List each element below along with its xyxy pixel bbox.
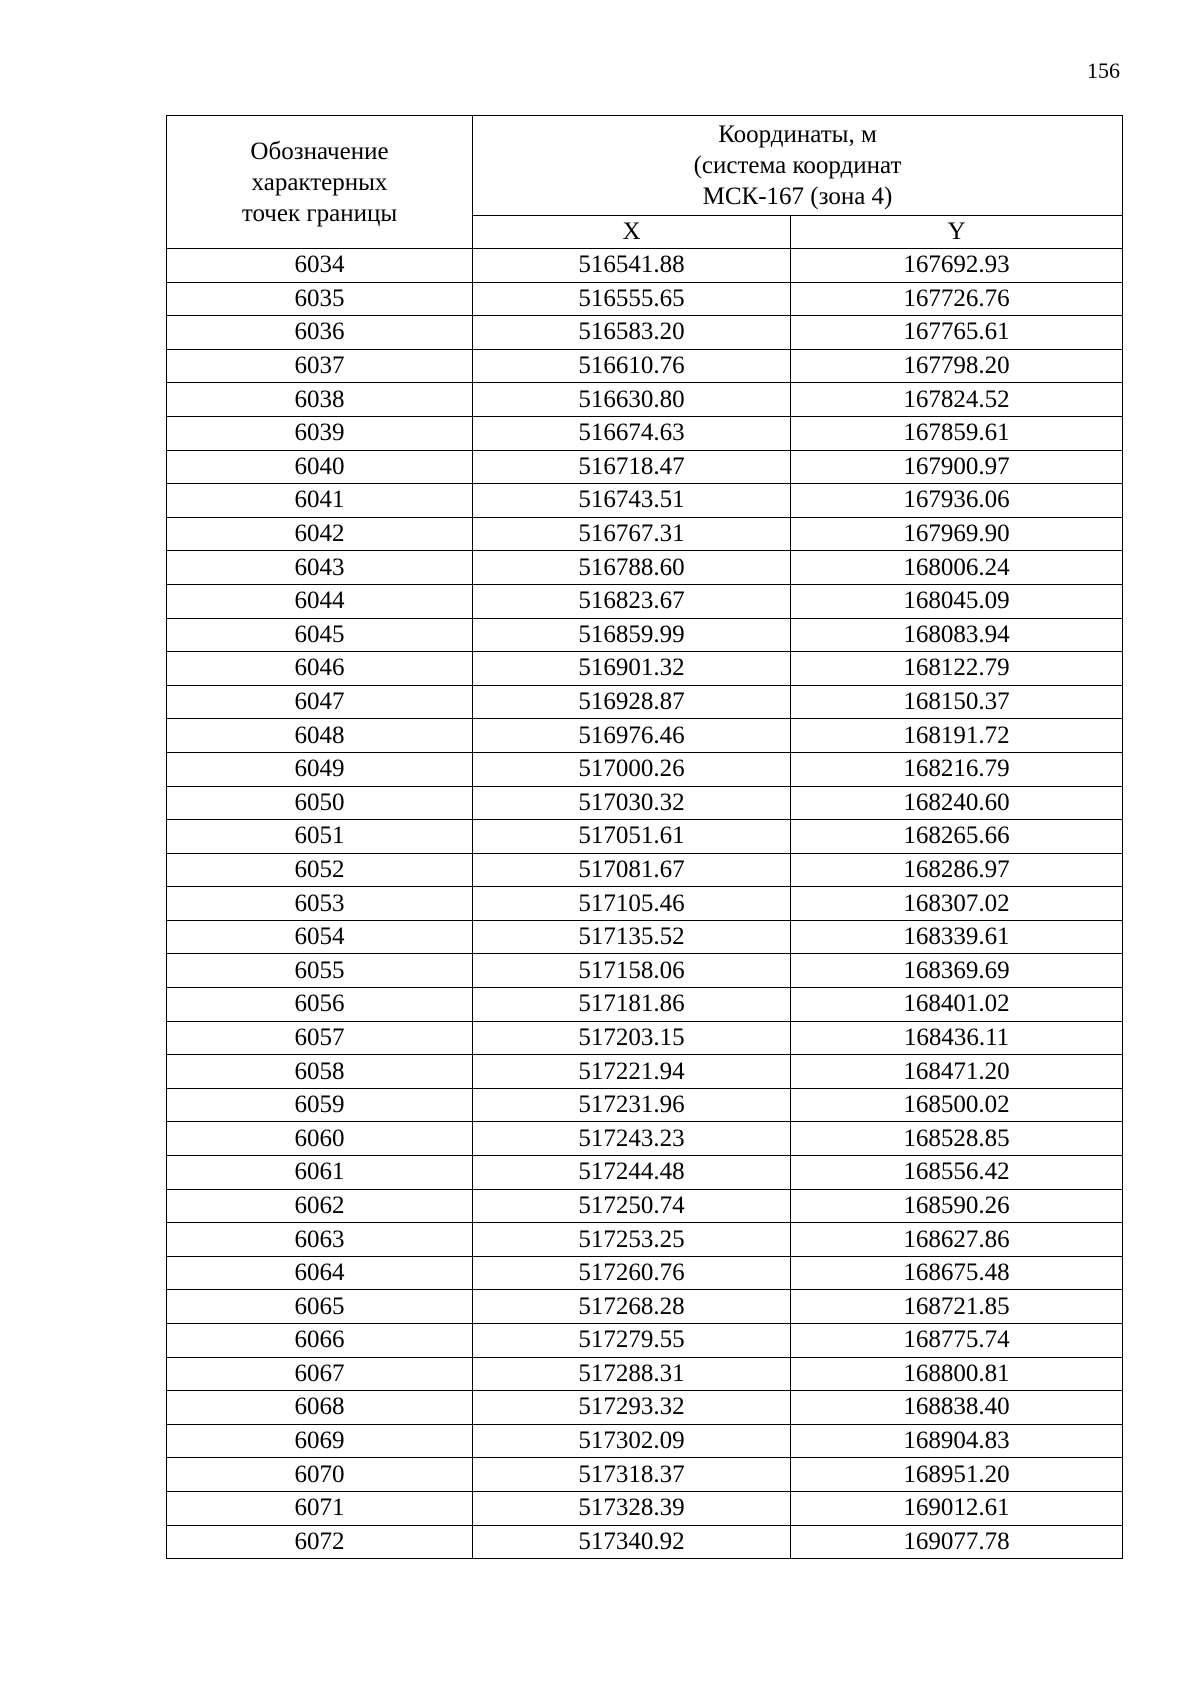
y-coordinate-cell: 167824.52 [791,383,1123,417]
y-coordinate-cell: 168240.60 [791,786,1123,820]
y-coordinate-cell: 168150.37 [791,685,1123,719]
x-coordinate-cell: 517268.28 [473,1290,791,1324]
point-id-cell: 6062 [167,1189,473,1223]
y-coordinate-cell: 168951.20 [791,1458,1123,1492]
point-id-cell: 6045 [167,618,473,652]
table-body [167,249,1123,1559]
table-row [167,652,1123,686]
x-coordinate-cell: 517181.86 [473,988,791,1022]
x-coordinate-cell: 516630.80 [473,383,791,417]
y-coordinate-cell: 168471.20 [791,1055,1123,1089]
point-id-cell: 6061 [167,1156,473,1190]
x-coordinate-cell: 517203.15 [473,1021,791,1055]
y-coordinate-cell: 168721.85 [791,1290,1123,1324]
point-label-line: точек границы [241,199,398,227]
x-coordinate-cell: 516901.32 [473,652,791,686]
table-row [167,820,1123,854]
x-coordinate-cell: 517051.61 [473,820,791,854]
y-coordinate-cell: 167969.90 [791,517,1123,551]
table-row [167,1122,1123,1156]
x-coordinate-cell: 517244.48 [473,1156,791,1190]
table-row [167,316,1123,350]
point-id-cell: 6036 [167,316,473,350]
point-id-cell: 6051 [167,820,473,854]
point-id-cell: 6039 [167,416,473,450]
coordinates-header [473,116,1123,216]
y-column-header: Y [791,215,1123,248]
table-row [167,1458,1123,1492]
x-coordinate-cell: 517340.92 [473,1525,791,1559]
table-row [167,988,1123,1022]
y-coordinate-cell: 168339.61 [791,920,1123,954]
point-id-cell: 6049 [167,752,473,786]
point-id-cell: 6040 [167,450,473,484]
x-coordinate-cell: 517288.31 [473,1357,791,1391]
x-coordinate-cell: 516928.87 [473,685,791,719]
point-id-cell: 6057 [167,1021,473,1055]
x-coordinate-cell: 517260.76 [473,1256,791,1290]
table-row [167,1156,1123,1190]
y-coordinate-cell: 167692.93 [791,249,1123,283]
x-coordinate-cell: 516743.51 [473,484,791,518]
table-row [167,1021,1123,1055]
y-coordinate-cell: 168500.02 [791,1088,1123,1122]
x-coordinate-cell: 517135.52 [473,920,791,954]
table-row [167,1491,1123,1525]
y-coordinate-cell: 167765.61 [791,316,1123,350]
x-coordinate-cell: 517293.32 [473,1391,791,1425]
point-label-header [167,116,473,249]
y-coordinate-cell: 168904.83 [791,1424,1123,1458]
y-coordinate-cell: 168775.74 [791,1324,1123,1358]
x-coordinate-cell: 516823.67 [473,584,791,618]
point-id-cell: 6059 [167,1088,473,1122]
point-id-cell: 6066 [167,1324,473,1358]
x-coordinate-cell: 517000.26 [473,752,791,786]
point-id-cell: 6042 [167,517,473,551]
point-id-cell: 6064 [167,1256,473,1290]
point-id-cell: 6043 [167,551,473,585]
x-coordinate-cell: 516555.65 [473,282,791,316]
x-coordinate-cell: 517243.23 [473,1122,791,1156]
point-id-cell: 6060 [167,1122,473,1156]
y-coordinate-cell: 167859.61 [791,416,1123,450]
point-id-cell: 6068 [167,1391,473,1425]
x-column-header: X [473,215,791,248]
point-id-cell: 6047 [167,685,473,719]
x-coordinate-cell: 517318.37 [473,1458,791,1492]
page-number: 156 [1087,58,1120,83]
y-coordinate-cell: 168838.40 [791,1391,1123,1425]
y-coordinate-cell: 167936.06 [791,484,1123,518]
table-row [167,1424,1123,1458]
y-coordinate-cell: 168436.11 [791,1021,1123,1055]
y-coordinate-cell: 168122.79 [791,652,1123,686]
y-coordinate-cell: 168265.66 [791,820,1123,854]
y-coordinate-cell: 168675.48 [791,1256,1123,1290]
point-id-cell: 6065 [167,1290,473,1324]
point-id-cell: 6052 [167,853,473,887]
table-row [167,1357,1123,1391]
point-id-cell: 6041 [167,484,473,518]
x-coordinate-cell: 516541.88 [473,249,791,283]
point-id-cell: 6046 [167,652,473,686]
table-row [167,383,1123,417]
x-coordinate-cell: 517081.67 [473,853,791,887]
table-row [167,752,1123,786]
x-coordinate-cell: 517158.06 [473,954,791,988]
table-row [167,719,1123,753]
point-id-cell: 6058 [167,1055,473,1089]
point-id-cell: 6055 [167,954,473,988]
x-coordinate-cell: 517105.46 [473,887,791,921]
table-row [167,1290,1123,1324]
coordinates-header-line: МСК-167 (зона 4) [702,182,893,210]
x-coordinate-cell: 516583.20 [473,316,791,350]
y-coordinate-cell: 168307.02 [791,887,1123,921]
x-coordinate-cell: 517253.25 [473,1223,791,1257]
table-row [167,1324,1123,1358]
y-coordinate-cell: 168216.79 [791,752,1123,786]
x-coordinate-cell: 516976.46 [473,719,791,753]
table-row [167,1223,1123,1257]
table-row [167,551,1123,585]
point-label-line: Обозначение [250,137,389,165]
point-id-cell: 6072 [167,1525,473,1559]
x-coordinate-cell: 517279.55 [473,1324,791,1358]
y-coordinate-cell: 168369.69 [791,954,1123,988]
table-row [167,954,1123,988]
table-row [167,1256,1123,1290]
y-coordinate-cell: 168528.85 [791,1122,1123,1156]
y-coordinate-cell: 167900.97 [791,450,1123,484]
table-row [167,685,1123,719]
x-coordinate-cell: 516788.60 [473,551,791,585]
point-label-line: характерных [251,168,388,196]
table-row [167,282,1123,316]
point-id-cell: 6053 [167,887,473,921]
y-coordinate-cell: 169012.61 [791,1491,1123,1525]
table-row [167,853,1123,887]
y-coordinate-cell: 168401.02 [791,988,1123,1022]
table-row [167,1391,1123,1425]
point-id-cell: 6069 [167,1424,473,1458]
coordinates-header-line: (система координат [693,151,902,179]
y-coordinate-cell: 168590.26 [791,1189,1123,1223]
point-id-cell: 6044 [167,584,473,618]
x-coordinate-cell: 516718.47 [473,450,791,484]
table-row [167,920,1123,954]
y-coordinate-cell: 168083.94 [791,618,1123,652]
y-coordinate-cell: 168556.42 [791,1156,1123,1190]
x-coordinate-cell: 516859.99 [473,618,791,652]
table-row [167,1189,1123,1223]
point-id-cell: 6038 [167,383,473,417]
coordinates-table [166,115,1123,1559]
x-coordinate-cell: 517231.96 [473,1088,791,1122]
y-coordinate-cell: 168800.81 [791,1357,1123,1391]
table-row [167,887,1123,921]
y-coordinate-cell: 169077.78 [791,1525,1123,1559]
table-row [167,450,1123,484]
point-id-cell: 6067 [167,1357,473,1391]
point-id-cell: 6056 [167,988,473,1022]
table-row [167,618,1123,652]
y-coordinate-cell: 168006.24 [791,551,1123,585]
table-row [167,484,1123,518]
x-coordinate-cell: 517030.32 [473,786,791,820]
point-id-cell: 6050 [167,786,473,820]
x-coordinate-cell: 517328.39 [473,1491,791,1525]
table-row [167,1055,1123,1089]
y-coordinate-cell: 168627.86 [791,1223,1123,1257]
y-coordinate-cell: 167726.76 [791,282,1123,316]
table-row [167,517,1123,551]
table-row [167,1088,1123,1122]
x-coordinate-cell: 516674.63 [473,416,791,450]
x-coordinate-cell: 516767.31 [473,517,791,551]
coordinates-header-line: Координаты, м [718,120,877,148]
point-id-cell: 6071 [167,1491,473,1525]
point-id-cell: 6037 [167,349,473,383]
point-id-cell: 6070 [167,1458,473,1492]
table-row [167,1525,1123,1559]
point-id-cell: 6035 [167,282,473,316]
table-row [167,584,1123,618]
y-coordinate-cell: 168286.97 [791,853,1123,887]
y-coordinate-cell: 167798.20 [791,349,1123,383]
point-id-cell: 6054 [167,920,473,954]
table-header [167,116,1123,249]
x-coordinate-cell: 516610.76 [473,349,791,383]
x-coordinate-cell: 517221.94 [473,1055,791,1089]
x-coordinate-cell: 517302.09 [473,1424,791,1458]
point-id-cell: 6048 [167,719,473,753]
table-row [167,786,1123,820]
point-id-cell: 6063 [167,1223,473,1257]
y-coordinate-cell: 168191.72 [791,719,1123,753]
x-coordinate-cell: 517250.74 [473,1189,791,1223]
table-row [167,416,1123,450]
point-id-cell: 6034 [167,249,473,283]
table-row [167,349,1123,383]
table-row [167,249,1123,283]
y-coordinate-cell: 168045.09 [791,584,1123,618]
